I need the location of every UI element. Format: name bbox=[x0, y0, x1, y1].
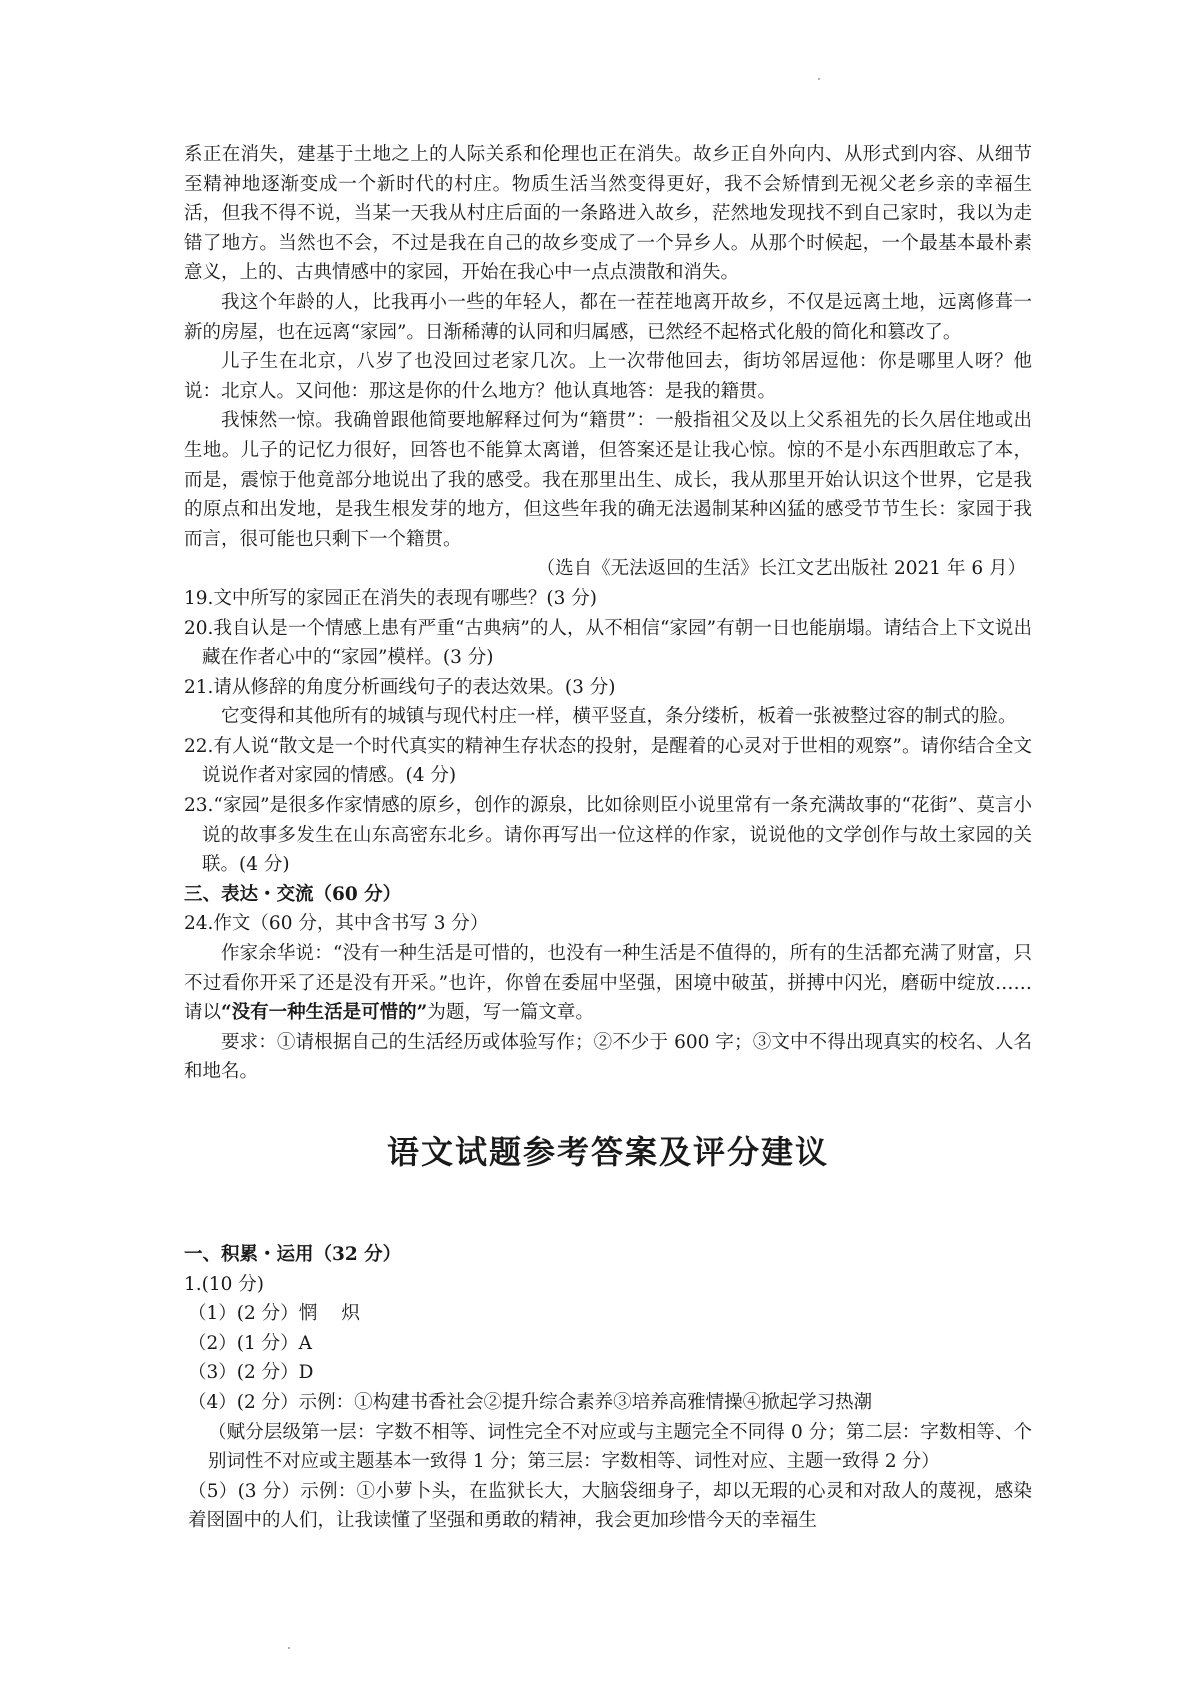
scan-speck bbox=[818, 78, 820, 80]
answer-section-title: 一、积累・运用（32 分） bbox=[184, 1244, 402, 1265]
answer-sub-item: （3）(2 分）D bbox=[188, 1362, 314, 1384]
passage-paragraph: 儿子生在北京，八岁了也没回过老家几次。上一次带他回去，街坊邻居逗他：你是哪里人呀？他说：北京人。又问他：那这是你的什么地方？他认真地答：是我的籍贯。 bbox=[184, 351, 1032, 402]
answer-sub-item: （5）(3 分）示例：①小萝卜头，在监狱长大，大脑袋细身子，却以无瑕的心灵和对敌人的蔑视，感染着囹圄中的人们，让我读懂了坚强和勇敢的精神，我会更加珍惜今天的幸福生 bbox=[188, 1480, 1032, 1532]
essay-prompt-text: 作家余华说：“没有一种生活是可惜的，也没有一种生活是不值得的，所有的生活都充满了财富，只不过看你开采了还是没有开采。”也许，你曾在委屈中坚强，困境中破茧，拼搏中闪光，磨砺中绽放……请以 bbox=[184, 943, 1032, 1024]
passage-and-questions bbox=[184, 140, 1032, 1087]
passage-paragraph: 我悚然一惊。我确曾跟他简要地解释过何为“籍贯”：一般指祖父及以上父系祖先的长久居住地或出生地。儿子的记忆力很好，回答也不能算太离谱，但答案还是让我心惊。惊的不是小东西胆敢忘了本，而是，震惊于他竟部分地说出了我的感受。我在那里出生、成长，我从那里开始认识这个世界，它是我的原点和出发地，是我生根发芽的地方，但这些年我的确无法遏制某种凶猛的感受节节生长：家园于我而言，很可能也只剩下一个籍贯。 bbox=[184, 410, 1032, 550]
passage-paragraph: 我这个年龄的人，比我再小一些的年轻人，都在一茬茬地离开故乡，不仅是远离土地，远离修葺一新的房屋，也在远离“家园”。日渐稀薄的认同和归属感，已然经不起格式化般的简化和篡改了。 bbox=[184, 291, 1032, 343]
essay-prompt bbox=[184, 939, 1032, 1028]
question-20: 20.我自认是一个情感上患有严重“古典病”的人，从不相信“家园”有朝一日也能崩塌。请结合上下文说出藏在作者心中的“家园”模样。(3 分) bbox=[184, 617, 1032, 669]
answer-sub-item: （2）(1 分）A bbox=[188, 1332, 312, 1354]
answer-key bbox=[184, 1240, 1032, 1536]
essay-prompt-tail: 为题，写一篇文章。 bbox=[427, 1002, 594, 1024]
answer-sub-item: （1）(2 分）惘 炽 bbox=[188, 1303, 361, 1325]
question-23: 23.“家园”是很多作家情感的原乡，创作的源泉，比如徐则臣小说里常有一条充满故事的“花街”、莫言小说的故事多发生在山东高密东北乡。请你再写出一位这样的作家，说说他的文学创作与故土家园的关联。(4 分) bbox=[184, 795, 1032, 876]
question-21: 21.请从修辞的角度分析画线句子的表达效果。(3 分) bbox=[184, 676, 616, 698]
passage-source: （选自《无法返回的生活》长江文艺出版社 2021 年 6 月） bbox=[536, 558, 1026, 580]
question-24: 24.作文（60 分，其中含书写 3 分） bbox=[184, 913, 489, 935]
answer-key-title: 语文试题参考答案及评分建议 bbox=[386, 1133, 829, 1171]
question-19: 19.文中所写的家园正在消失的表现有哪些？(3 分) bbox=[184, 587, 598, 609]
answer-item: 1.(10 分) bbox=[184, 1273, 265, 1295]
question-22: 22.有人说“散文是一个时代真实的精神生存状态的投射，是醒着的心灵对于世相的观察”。请你结合全文说说作者对家园的情感。(4 分) bbox=[184, 735, 1032, 787]
question-21-quote: 它变得和其他所有的城镇与现代村庄一样，横平竖直，条分缕析，板着一张被整过容的制式的脸。 bbox=[221, 706, 1017, 728]
answer-sub-item: （4）(2 分）示例：①构建书香社会②提升综合素养③培养高雅情操④掀起学习热潮 bbox=[188, 1391, 873, 1413]
passage-paragraph: 系正在消失，建基于土地之上的人际关系和伦理也正在消失。故乡正自外向内、从形式到内容、从细节至精神地逐渐变成一个新时代的村庄。物质生活当然变得更好，我不会矫情到无视父老乡亲的幸福生活，但我不得不说，当某一天我从村庄后面的一条路进入故乡，茫然地发现找不到自己家时，我以为走错了地方。当然也不会，不过是我在自己的故乡变成了一个异乡人。从那个时候起，一个最基本最朴素意义，上的、古典情感中的家园，开始在我心中一点点溃散和消失。 bbox=[184, 144, 1032, 284]
scan-speck bbox=[288, 1647, 290, 1649]
answer-scoring-note: （赋分层级第一层：字数不相等、词性完全不对应或与主题完全不同得 0 分；第二层：字数相等、个别词性不对应或主题基本一致得 1 分；第三层：字数相等、词性对应、主题一致得 2 分） bbox=[208, 1421, 1032, 1473]
essay-requirements: 要求：①请根据自己的生活经历或体验写作；②不少于 600 字；③文中不得出现真实的校名、人名和地名。 bbox=[184, 1031, 1032, 1083]
section-title: 三、表达・交流（60 分） bbox=[184, 883, 402, 905]
essay-topic: “没有一种生活是可惜的” bbox=[221, 1002, 428, 1024]
